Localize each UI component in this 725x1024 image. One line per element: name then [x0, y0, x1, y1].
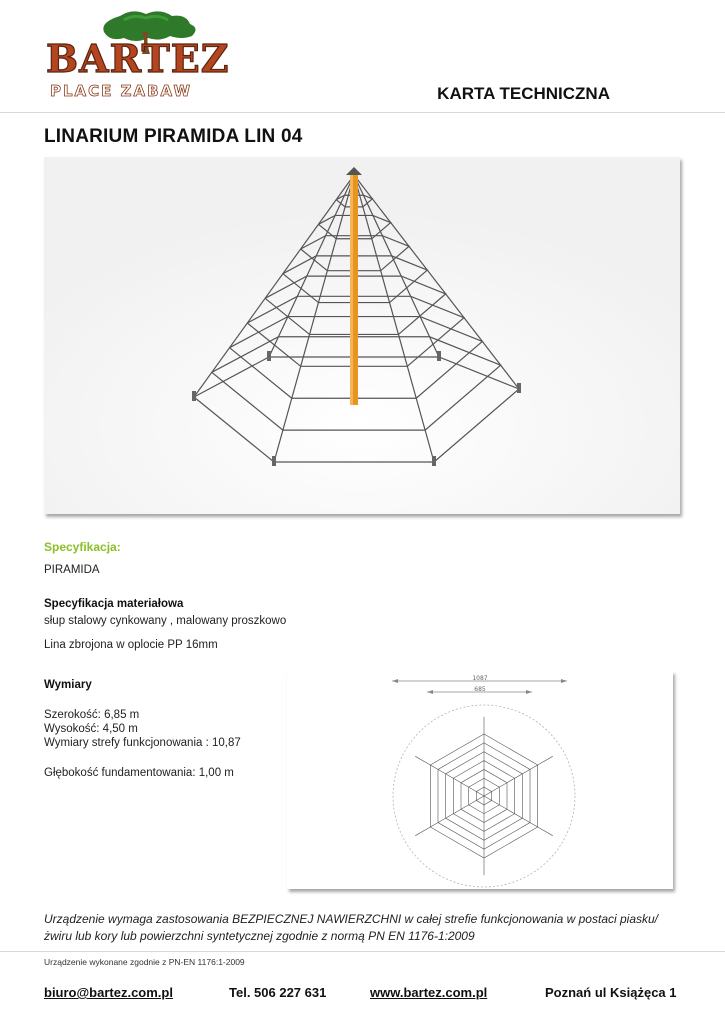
address: Poznań ul Książęca 1: [545, 985, 677, 1000]
footer-divider: [0, 951, 725, 952]
spec-value: PIRAMIDA: [44, 564, 100, 576]
header-divider: [0, 112, 725, 113]
compliance-note: Urządzenie wykonane zgodnie z PN-EN 1176:1-2009: [44, 957, 245, 967]
material-line-1: słup stalowy cynkowany , malowany proszkowo: [44, 615, 287, 627]
material-line-2: Lina zbrojona w oplocie PP 16mm: [44, 639, 218, 651]
dimension-height: Wysokość: 4,50 m: [44, 723, 138, 735]
rope-pyramid-illustration: [44, 157, 680, 514]
logo-tagline: PLACE ZABAW: [50, 82, 193, 100]
plan-drawing: [287, 671, 673, 889]
bartez-logo: [40, 8, 230, 108]
dimensions-heading: Wymiary: [44, 679, 92, 691]
surface-note: Urządzenie wymaga zastosowania BEZPIECZNEJ NAWIERZCHNI w całej strefie funkcjonowania w postaci piasku/żwiru lub kory lub powierzchni syntetycznej zgodnie z normą PN EN 1176-1:2009: [44, 912, 659, 943]
product-photo: [44, 157, 680, 514]
phone-number: Tel. 506 227 631: [229, 985, 327, 1000]
email-link[interactable]: biuro@bartez.com.pl: [44, 985, 173, 1000]
dimension-width: Szerokość: 6,85 m: [44, 709, 140, 721]
plan-dim-outer: 1087: [472, 675, 488, 682]
website-link[interactable]: www.bartez.com.pl: [370, 985, 488, 1000]
plan-dim-inner: 685: [474, 686, 486, 693]
plan-view-illustration: [287, 671, 673, 889]
product-title: LINARIUM PIRAMIDA LIN 04: [44, 126, 303, 147]
material-heading: Specyfikacja materiałowa: [44, 598, 184, 610]
spec-heading: Specyfikacja:: [44, 540, 121, 554]
logo-wordmark: BARTEZ: [46, 36, 230, 81]
dimension-zone: Wymiary strefy funkcjonowania : 10,87: [44, 737, 241, 749]
dimension-depth: Głębokość fundamentowania: 1,00 m: [44, 767, 234, 779]
document-type: KARTA TECHNICZNA: [437, 84, 610, 103]
logo-graphic: [40, 8, 230, 108]
